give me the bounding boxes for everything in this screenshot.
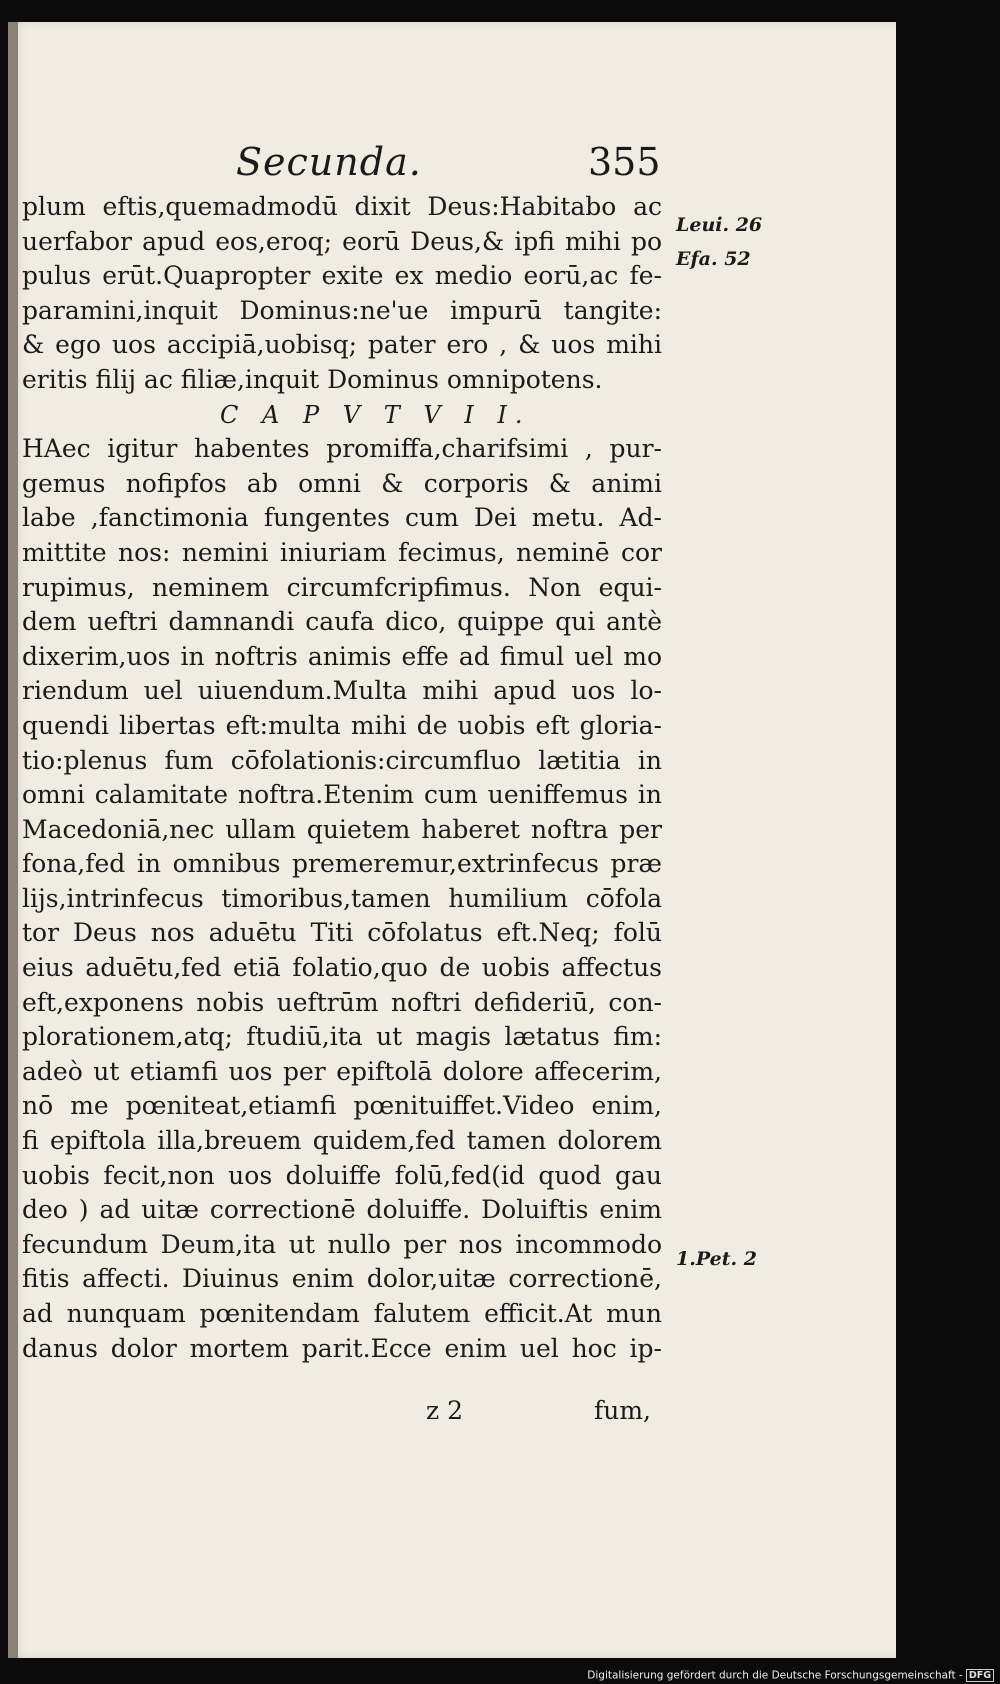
text-line: plum eftis,quemadmodū dixit Deus:Habitabo ac bbox=[22, 192, 662, 221]
text-line: lijs,intrinfecus timoribus,tamen humilium cōfola bbox=[22, 883, 662, 913]
text-line: riendum uel uiuendum.Multa mihi apud uos lo- bbox=[22, 676, 662, 706]
text-line: labe ,fanctimonia fungentes cum Dei metu. Ad- bbox=[22, 503, 662, 533]
text-line: fona,fed in omnibus premeremur,extrinfecus præ bbox=[22, 849, 662, 879]
dfg-logo: DFG bbox=[966, 1669, 994, 1682]
text-line: adeò ut etiamfi uos per epiftolā dolore affecerim, bbox=[22, 1056, 662, 1086]
text-line: dixerim,uos in noftris animis effe ad fimul uel mo bbox=[22, 641, 662, 671]
text-line: dem ueftri damnandi caufa dico, quippe qui antè bbox=[22, 607, 662, 637]
text-line: danus dolor mortem parit.Ecce enim uel hoc ip- bbox=[22, 1333, 662, 1363]
running-head: Secunda. bbox=[236, 140, 422, 184]
text-line: ad nunquam pœnitendam falutem efficit.At mun bbox=[22, 1299, 662, 1328]
text-line: tor Deus nos aduētu Titi cōfolatus eft.Neq; folū bbox=[22, 918, 662, 948]
credit-text: Digitalisierung gefördert durch die Deutsche Forschungsgemeinschaft - bbox=[587, 1669, 963, 1682]
text-line: rupimus, neminem circumfcripfimus. Non equi- bbox=[22, 572, 662, 602]
text-line: fecundum Deum,ita ut nullo per nos incommodo bbox=[22, 1229, 662, 1259]
text-line: fi epiftola illa,breuem quidem,fed tamen dolorem bbox=[22, 1126, 662, 1156]
text-line: gemus nofipfos ab omni & corporis & animi bbox=[22, 468, 662, 498]
text-line: fitis affecti. Diuinus enim dolor,uitæ correctionē, bbox=[22, 1264, 662, 1294]
text-line: eius aduētu,fed etiā folatio,quo de uobis affectus bbox=[22, 953, 662, 983]
catchword: fum, bbox=[594, 1396, 652, 1425]
text-line: plorationem,atq; ftudiū,ita ut magis lætatus fim: bbox=[22, 1022, 662, 1052]
text-line: Macedoniā,nec ullam quietem haberet noftra per bbox=[22, 814, 662, 844]
text-line: quendi libertas eft:multa mihi de uobis eft gloria- bbox=[22, 710, 662, 740]
digitization-credit bbox=[587, 1669, 994, 1682]
text-line: nō me pœniteat,etiamfi pœnituiffet.Video enim, bbox=[22, 1091, 662, 1121]
text-line: tio:plenus fum cōfolationis:circumfluo lætitia in bbox=[22, 745, 662, 775]
book-page bbox=[8, 22, 896, 1658]
text-line: omni calamitate noftra.Etenim cum ueniffemus in bbox=[22, 780, 662, 810]
text-line: paramini,inquit Dominus:ne'ue impurū tangite: bbox=[22, 295, 662, 325]
text-line: mittite nos: nemini iniuriam fecimus, neminē cor bbox=[22, 537, 662, 567]
margin-note: Efa. 52 bbox=[676, 248, 751, 270]
text-line: HAec igitur habentes promiffa,charifsimi , pur- bbox=[22, 434, 662, 464]
text-line: & ego uos accipiā,uobisq; pater ero , & uos mihi bbox=[22, 330, 662, 360]
chapter-heading: C A P V T V I I. bbox=[220, 400, 531, 429]
text-line: uerfabor apud eos,eroq; eorū Deus,& ipfi mihi po bbox=[22, 226, 662, 256]
main-text-block bbox=[22, 190, 662, 1366]
margin-note: Leui. 26 bbox=[676, 214, 763, 236]
page-number: 355 bbox=[588, 140, 661, 184]
margin-note: 1.Pet. 2 bbox=[676, 1248, 757, 1270]
text-line: deo ) ad uitæ correctionē doluiffe. Doluiftis enim bbox=[22, 1195, 662, 1225]
signature-mark: z 2 bbox=[426, 1396, 464, 1425]
text-line: pulus erūt.Quapropter exite ex medio eorū,ac fe- bbox=[22, 261, 662, 291]
page-edge bbox=[8, 22, 18, 1658]
text-line: eft,exponens nobis ueftrūm noftri defideriū, con- bbox=[22, 987, 662, 1017]
text-line: uobis fecit,non uos doluiffe folū,fed(id quod gau bbox=[22, 1160, 662, 1190]
text-line: eritis filij ac filiæ,inquit Dominus omnipotens. bbox=[22, 364, 603, 394]
